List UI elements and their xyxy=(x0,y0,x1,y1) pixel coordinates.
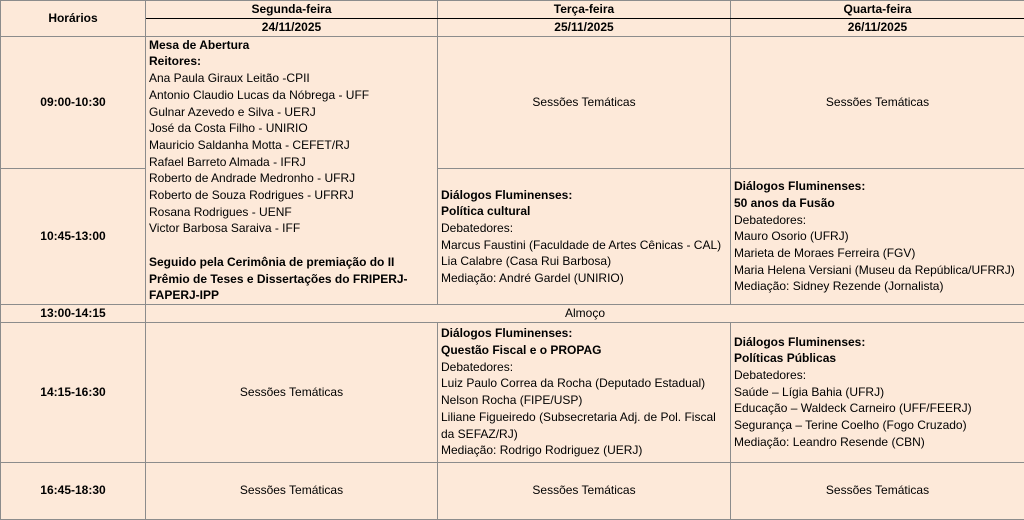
time-slot-1: 09:00-10:30 xyxy=(1,36,146,169)
debatedores-label: Debatedores: xyxy=(734,212,1021,229)
reitor-item: Ana Paula Giraux Leitão -CPII xyxy=(149,70,434,87)
dialogos-subtitle: Política cultural xyxy=(441,203,727,220)
reitor-item: Gulnar Azevedo e Silva - UERJ xyxy=(149,104,434,121)
date-header-tuesday: 25/11/2025 xyxy=(438,18,731,36)
debatedor-item: Mauro Osorio (UFRJ) xyxy=(734,228,1021,245)
ceremony-text: Seguido pela Cerimônia de premiação do II Prêmio de Teses e Dissertações do FRIPERJ-FAPERJ-IPP xyxy=(149,254,434,304)
debatedor-item: Liliane Figueiredo (Subsecretaria Adj. de Pol. Fiscal da SEFAZ/RJ) xyxy=(441,409,727,442)
reitor-item: Roberto de Andrade Medronho - UFRJ xyxy=(149,170,434,187)
opening-title: Mesa de Abertura xyxy=(149,37,434,54)
debatedor-item: Segurança – Terine Coelho (Fogo Cruzado) xyxy=(734,417,1021,434)
session-wednesday-1: Sessões Temáticas xyxy=(731,36,1024,169)
day-header-tuesday: Terça-feira xyxy=(438,1,731,19)
reitor-item: José da Costa Filho - UNIRIO xyxy=(149,120,434,137)
session-tuesday-5: Sessões Temáticas xyxy=(438,462,731,519)
reitor-item: Rosana Rodrigues - UENF xyxy=(149,204,434,221)
opening-subtitle: Reitores: xyxy=(149,53,434,70)
time-slot-5: 16:45-18:30 xyxy=(1,462,146,519)
dialogos-subtitle: Questão Fiscal e o PROPAG xyxy=(441,342,727,359)
horarios-header: Horários xyxy=(1,1,146,37)
debatedor-item: Marieta de Moraes Ferreira (FGV) xyxy=(734,245,1021,262)
debatedores-label: Debatedores: xyxy=(734,367,1021,384)
reitor-item: Roberto de Souza Rodrigues - UFRRJ xyxy=(149,187,434,204)
reitor-item: Victor Barbosa Saraiva - IFF xyxy=(149,220,434,237)
reitor-item: Rafael Barreto Almada - IFRJ xyxy=(149,154,434,171)
session-wednesday-5: Sessões Temáticas xyxy=(731,462,1024,519)
dialogos-questao-fiscal xyxy=(438,322,731,462)
dialogos-title: Diálogos Fluminenses: xyxy=(441,325,727,342)
day-header-wednesday: Quarta-feira xyxy=(731,1,1024,19)
dialogos-subtitle: Políticas Públicas xyxy=(734,350,1021,367)
mediacao-text: Mediação: Sidney Rezende (Jornalista) xyxy=(734,278,1021,295)
almoco-cell: Almoço xyxy=(146,304,1024,322)
dialogos-title: Diálogos Fluminenses: xyxy=(734,334,1021,351)
debatedor-item: Educação – Waldeck Carneiro (UFF/FEERJ) xyxy=(734,400,1021,417)
mediacao-text: Mediação: Rodrigo Rodriguez (UERJ) xyxy=(441,442,727,459)
session-tuesday-1: Sessões Temáticas xyxy=(438,36,731,169)
dialogos-50-anos-fusao xyxy=(731,169,1024,305)
debatedor-item: Saúde – Lígia Bahia (UFRJ) xyxy=(734,384,1021,401)
day-header-monday: Segunda-feira xyxy=(146,1,438,19)
debatedor-item: Luiz Paulo Correa da Rocha (Deputado Estadual) xyxy=(441,375,727,392)
dialogos-title: Diálogos Fluminenses: xyxy=(441,187,727,204)
time-slot-3: 13:00-14:15 xyxy=(1,304,146,322)
debatedor-item: Nelson Rocha (FIPE/USP) xyxy=(441,392,727,409)
dialogos-politicas-publicas xyxy=(731,322,1024,462)
reitor-item: Antonio Claudio Lucas da Nóbrega - UFF xyxy=(149,87,434,104)
reitor-item: Mauricio Saldanha Motta - CEFET/RJ xyxy=(149,137,434,154)
mediacao-text: Mediação: Leandro Resende (CBN) xyxy=(734,434,1021,451)
time-slot-4: 14:15-16:30 xyxy=(1,322,146,462)
session-monday-5: Sessões Temáticas xyxy=(146,462,438,519)
time-slot-2: 10:45-13:00 xyxy=(1,169,146,305)
date-header-wednesday: 26/11/2025 xyxy=(731,18,1024,36)
opening-session-cell xyxy=(146,36,438,304)
debatedor-item: Maria Helena Versiani (Museu da República/UFRRJ) xyxy=(734,262,1021,279)
mediacao-text: Mediação: André Gardel (UNIRIO) xyxy=(441,270,727,287)
dialogos-politica-cultural xyxy=(438,169,731,305)
dialogos-subtitle: 50 anos da Fusão xyxy=(734,195,1021,212)
debatedor-item: Lia Calabre (Casa Rui Barbosa) xyxy=(441,253,727,270)
debatedores-label: Debatedores: xyxy=(441,220,727,237)
debatedor-item: Marcus Faustini (Faculdade de Artes Cênicas - CAL) xyxy=(441,237,727,254)
debatedores-label: Debatedores: xyxy=(441,359,727,376)
date-header-monday: 24/11/2025 xyxy=(146,18,438,36)
session-monday-4: Sessões Temáticas xyxy=(146,322,438,462)
dialogos-title: Diálogos Fluminenses: xyxy=(734,178,1021,195)
